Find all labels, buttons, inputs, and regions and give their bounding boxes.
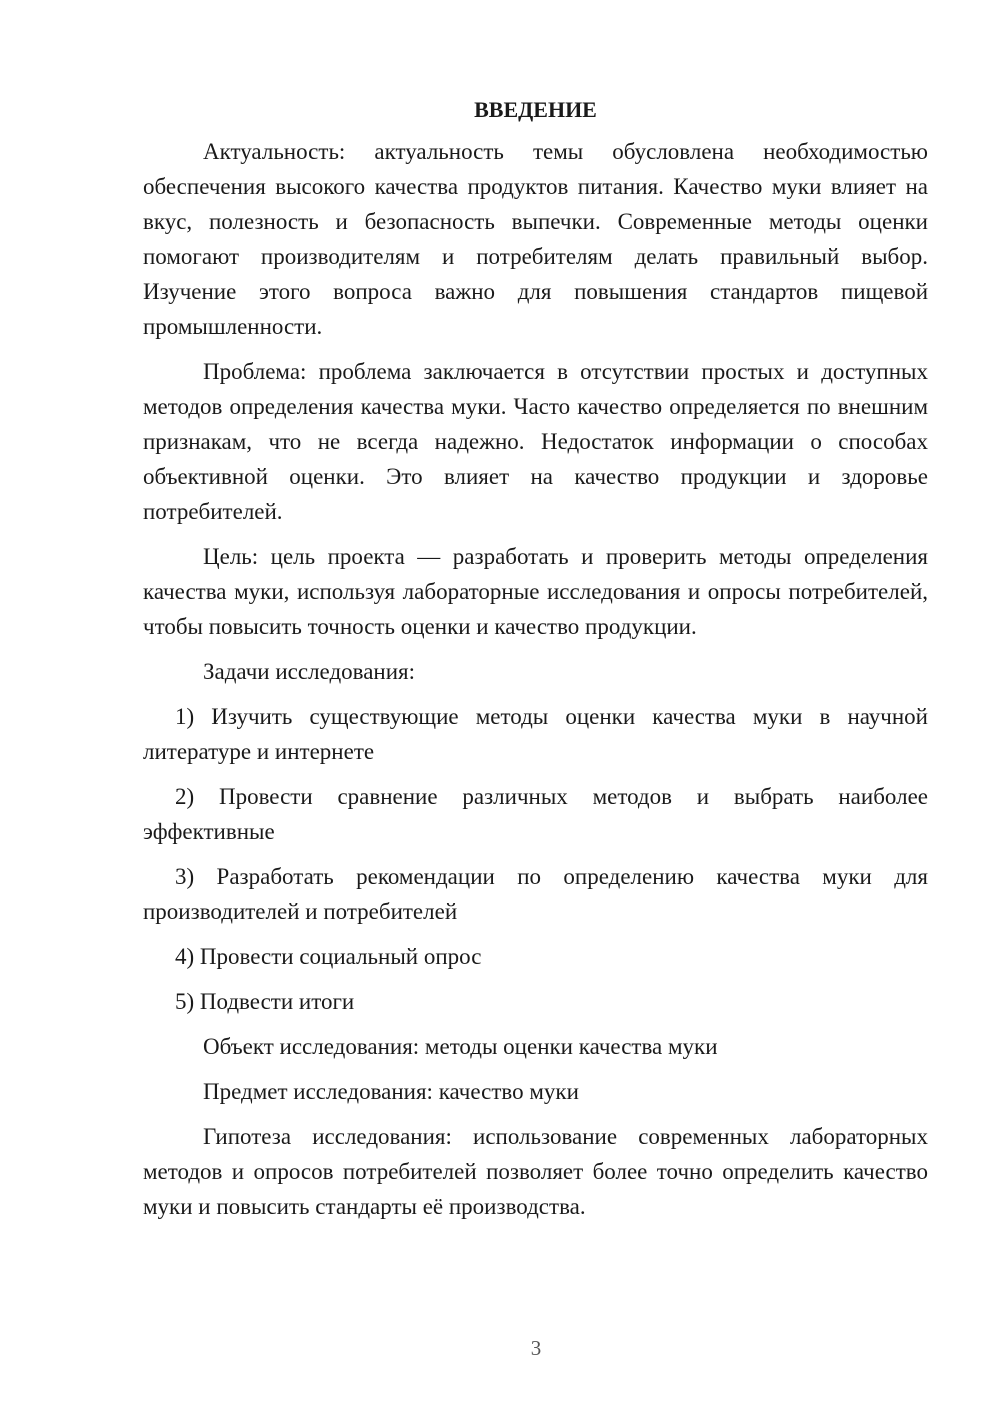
paragraph-problem: Проблема: проблема заключается в отсутствии простых и доступных методов определения качества муки. Часто качество определяется по внешним признакам, что не всегда надежно. Недостаток информации о способах объективной оценки. Это влияет на качество продукции и здоровье потребителей. xyxy=(143,359,928,524)
paragraph-relevance: Актуальность: актуальность темы обусловлена необходимостью обеспечения высокого качества продуктов питания. Качество муки влияет на вкус, полезность и безопасность выпечки. Современные методы оценки помогают производителям и потребителям делать правильный выбор. Изучение этого вопроса важно для повышения стандартов пищевой промышленности. xyxy=(143,139,928,339)
task-item-4: 4) Провести социальный опрос xyxy=(175,944,482,969)
task-item-5: 5) Подвести итоги xyxy=(175,989,355,1014)
task-item-2: 2) Провести сравнение различных методов и выбрать наиболее эффективные xyxy=(143,784,928,844)
paragraph-subject: Предмет исследования: качество муки xyxy=(203,1079,579,1104)
paragraph-goal: Цель: цель проекта — разработать и проверить методы определения качества муки, используя лабораторные исследования и опросы потребителей, чтобы повысить точность оценки и качество продукции. xyxy=(143,544,928,639)
page-number: 3 xyxy=(530,1336,542,1360)
paragraph-hypothesis: Гипотеза исследования: использование современных лабораторных методов и опросов потребителей позволяет более точно определить качество муки и повысить стандарты её производства. xyxy=(143,1124,928,1219)
page-content xyxy=(143,93,928,1234)
task-item-1: 1) Изучить существующие методы оценки качества муки в научной литературе и интернете xyxy=(143,704,928,764)
tasks-heading: Задачи исследования: xyxy=(203,659,416,684)
section-title: ВВЕДЕНИЕ xyxy=(474,97,597,122)
paragraph-object: Объект исследования: методы оценки качества муки xyxy=(203,1034,718,1059)
task-item-3: 3) Разработать рекомендации по определению качества муки для производителей и потребителей xyxy=(143,864,928,924)
task-list xyxy=(143,699,928,1019)
